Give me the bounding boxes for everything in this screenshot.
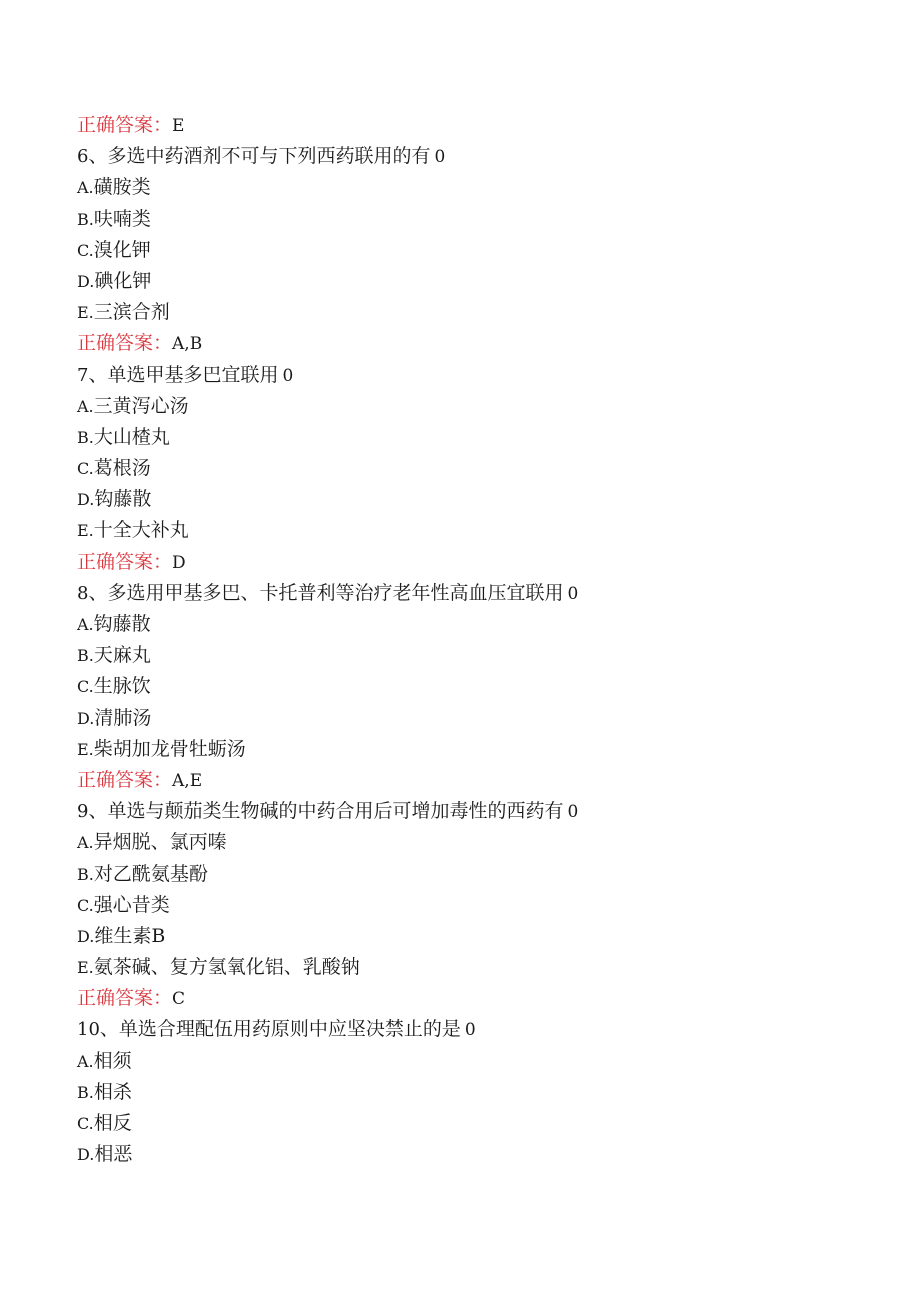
question-number: 6 [77, 146, 89, 168]
option-line [77, 734, 877, 765]
option-line [77, 952, 877, 983]
option-line [77, 671, 877, 702]
question-blank: 0 [434, 147, 446, 168]
option-letter: A. [77, 833, 94, 853]
option-letter: B. [77, 1082, 94, 1102]
answer-value: D [172, 552, 186, 573]
option-text: 相须 [93, 1049, 132, 1072]
option-line [77, 640, 877, 671]
option-letter: B. [77, 427, 94, 447]
option-line [77, 1139, 877, 1170]
option-line [77, 391, 877, 422]
question-text: 、单选合理配伍用药原则中应坚决禁止的是 [99, 1018, 461, 1041]
option-line [77, 1046, 877, 1077]
option-letter: E. [77, 958, 94, 978]
question-line [77, 796, 877, 827]
question-text: 、多选中药酒剂不可与下列西药联用的有 [88, 145, 431, 168]
option-text: 葛根汤 [93, 457, 151, 480]
option-text: 强心昔类 [93, 893, 170, 916]
answer-value: A,B [172, 334, 203, 355]
option-letter: B. [77, 864, 94, 884]
option-text: 呋喃类 [93, 207, 151, 230]
option-letter: E. [77, 739, 94, 759]
option-text: 清肺汤 [94, 706, 152, 729]
option-letter: B. [77, 646, 94, 666]
question-text: 、单选与颠茄类生物碱的中药合用后可增加毒性的西药有 [88, 800, 564, 823]
option-line [77, 1077, 877, 1108]
option-line [77, 921, 877, 952]
answer-line [77, 110, 877, 141]
question-blank: 0 [464, 1020, 476, 1041]
answer-label: 正确答案： [77, 768, 173, 791]
answer-value: E [172, 116, 185, 136]
answer-line [77, 547, 877, 578]
question-blank: 0 [567, 583, 579, 604]
option-letter: C. [77, 895, 94, 915]
option-line [77, 1108, 877, 1139]
option-letter: B. [77, 209, 94, 229]
option-letter: D. [77, 926, 95, 946]
question-number: 7 [77, 364, 89, 386]
question-text: 、单选甲基多巴宜联用 [88, 363, 279, 386]
option-line [77, 204, 877, 235]
option-text: 生脉饮 [93, 675, 151, 698]
option-text: 磺胺类 [93, 176, 151, 199]
question-number: 9 [77, 801, 89, 823]
option-text: 相杀 [93, 1080, 132, 1103]
option-letter: E. [77, 521, 94, 541]
question-line [77, 141, 877, 172]
option-letter: C. [77, 240, 94, 260]
option-line [77, 266, 877, 297]
question-line [77, 360, 877, 391]
option-text: 对乙酰氨基酚 [93, 862, 208, 885]
option-text: 三滨合剂 [93, 301, 170, 324]
option-text: 柴胡加龙骨牡蛎汤 [93, 737, 246, 760]
option-line [77, 484, 877, 515]
option-letter: A. [77, 396, 94, 416]
answer-value: A,E [172, 770, 203, 791]
option-line [77, 172, 877, 203]
option-text: 十全大补丸 [93, 519, 189, 542]
option-line [77, 890, 877, 921]
option-text: 维生素B [94, 924, 166, 947]
answer-label: 正确答案： [77, 332, 173, 355]
answer-value: C [172, 989, 186, 1010]
option-line [77, 453, 877, 484]
option-letter: D. [77, 490, 95, 510]
option-line [77, 235, 877, 266]
option-line [77, 515, 877, 546]
question-line [77, 1014, 877, 1045]
option-text: 三黄泻心汤 [93, 394, 189, 417]
answer-label: 正确答案： [77, 114, 173, 136]
option-text: 钩藤散 [93, 613, 151, 635]
option-letter: D. [77, 708, 95, 728]
answer-line [77, 765, 877, 796]
option-line [77, 827, 877, 858]
option-text: 天麻丸 [93, 644, 151, 667]
question-number: 8 [77, 582, 89, 604]
option-text: 异烟脱、氯丙嗪 [93, 831, 227, 854]
option-letter: A. [77, 178, 94, 198]
question-line [77, 578, 877, 609]
answer-line [77, 328, 877, 359]
question-blank: 0 [282, 365, 294, 386]
answer-label: 正确答案： [77, 550, 173, 573]
option-text: 大山楂丸 [93, 425, 170, 448]
option-letter: D. [77, 1145, 95, 1165]
option-line [77, 609, 877, 640]
answer-line [77, 983, 877, 1014]
option-letter: D. [77, 271, 95, 291]
option-letter: C. [77, 459, 94, 479]
option-letter: C. [77, 1114, 94, 1133]
question-text: 、多选用甲基多巴、卡托普利等治疗老年性高血压宜联用 [88, 581, 564, 604]
option-text: 相反 [93, 1112, 132, 1134]
option-line [77, 703, 877, 734]
option-letter: A. [77, 615, 94, 634]
option-text: 相恶 [94, 1143, 133, 1166]
option-text: 溴化钾 [93, 238, 151, 261]
option-line [77, 859, 877, 890]
option-text: 碘化钾 [94, 269, 152, 292]
answer-label: 正确答案： [77, 987, 173, 1010]
option-letter: C. [77, 677, 94, 697]
option-line [77, 297, 877, 328]
option-text: 氨茶碱、复方氢氧化铝、乳酸钠 [93, 956, 360, 979]
option-letter: A. [77, 1051, 94, 1071]
option-text: 钩藤散 [94, 488, 152, 511]
option-letter: E. [77, 303, 94, 323]
question-number: 10 [77, 1019, 100, 1041]
document-body [77, 110, 877, 1170]
question-blank: 0 [567, 802, 579, 823]
option-line [77, 422, 877, 453]
